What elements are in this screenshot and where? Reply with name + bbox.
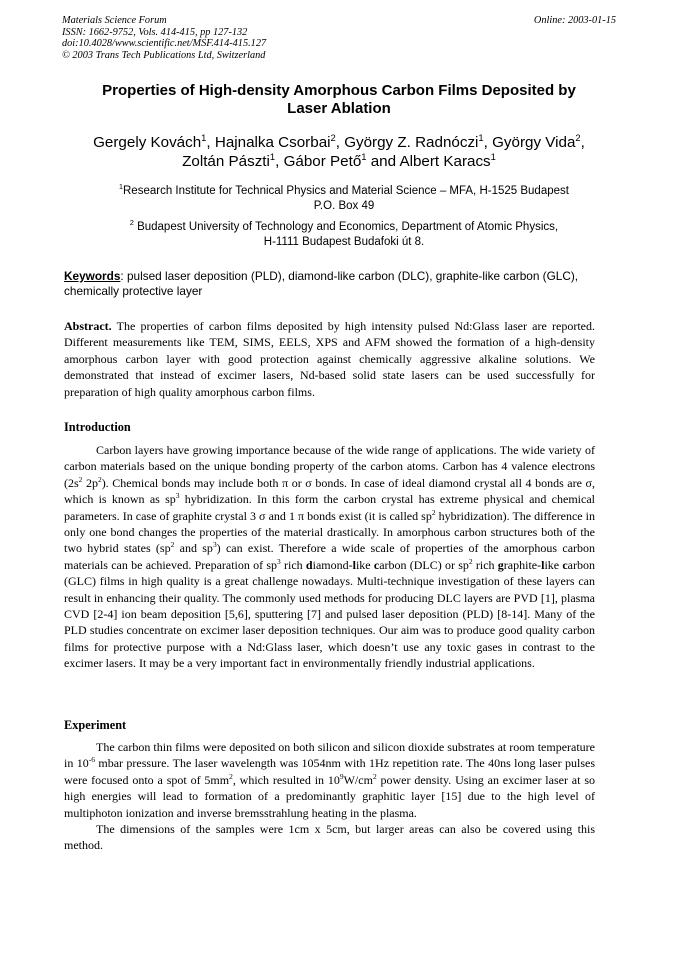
superscript: 9	[339, 771, 344, 781]
affiliation-text: H-1111 Budapest Budafoki út 8.	[263, 236, 425, 248]
text-run: arbon (DLC) or sp	[379, 557, 469, 572]
emphasis-letter: c	[373, 557, 380, 572]
issn-line: ISSN: 1662-9752, Vols. 414-415, pp 127-132	[62, 26, 248, 38]
introduction-body	[64, 442, 595, 672]
superscript: 3	[175, 491, 180, 501]
affiliation-number: 1	[119, 183, 123, 192]
author-name: Albert Karacs	[399, 153, 491, 170]
affiliation-mark: 2	[330, 131, 336, 143]
experiment-paragraph: The dimensions of the samples were 1cm x 5cm, but larger areas can also be covered using this method.	[64, 822, 595, 853]
journal-name: Materials Science Forum	[62, 15, 167, 26]
affiliation-text: P.O. Box 49	[313, 200, 375, 212]
keywords-text: pulsed laser deposition (PLD), diamond-like carbon (DLC), graphite-like carbon (GLC), chemically protective layer	[64, 269, 579, 298]
author-separator: ,	[483, 134, 493, 151]
text-run: ike	[355, 557, 374, 572]
affiliation-2	[84, 220, 604, 250]
text-run: , which resulted in 10	[232, 772, 340, 787]
emphasis-letter: g	[497, 557, 504, 572]
superscript: 2	[97, 474, 102, 484]
superscript: 2	[170, 540, 175, 550]
text-run: ) can exist. Therefore a wide scale of properties of the amorphous carbon materials can be achieved. Preparation of sp	[64, 541, 596, 572]
emphasis-letter: l	[541, 557, 545, 572]
author-separator: ,	[580, 134, 585, 151]
author-separator: ,	[335, 134, 345, 151]
text-run: arbon (GLC) films in high quality is a great challenge nowadays. Multi-technique investigation of these layers can result in enhancing their quality. The commonly used methods for producing DLC layers are PVD [1], plasma CVD [2-4] ion beam deposition [5,6], sputtering [7] and pulsed laser deposition (PLD) [8-14]. Many of the PLD studies concentrate on excimer laser deposition techniques. Our aim was to produce good quality carbon films for protective purpose with a Nd:Glass laser, which doesn’t use any toxic gases in contrast to the excimer lasers. It may be a very important fact in environmentally friendly industrial applications.	[64, 557, 595, 671]
superscript: 2	[431, 507, 436, 517]
author-name: György Z. Radnóczi	[344, 134, 479, 151]
text-run: hybridization). The difference in only one bond changes the properties of the material drastically. In amorphous carbon structures both of the two hybrid states (sp	[64, 508, 595, 556]
text-run: The carbon thin films were deposited on both silicon and silicon dioxide substrates at room temperature in 10	[64, 740, 595, 771]
affiliation-text: Research Institute for Technical Physics and Material Science – MFA, H-1525 Budapest	[123, 185, 569, 197]
author-separator: and	[366, 153, 400, 170]
title-line-2: Laser Ablation	[287, 100, 391, 117]
keywords-colon: :	[120, 269, 124, 283]
experiment-body	[64, 739, 595, 854]
superscript: 2	[78, 474, 83, 484]
text-run: raphite-	[503, 557, 542, 572]
superscript: 2	[229, 771, 233, 781]
text-run: W/cm	[343, 772, 373, 787]
author-name: Gergely Kovách	[93, 134, 202, 151]
superscript: -6	[88, 755, 95, 765]
keywords	[64, 269, 604, 299]
superscript: 2	[468, 556, 473, 566]
text-run: rich	[280, 557, 306, 572]
title-line-1: Properties of High-density Amorphous Carbon Films Deposited by	[102, 82, 576, 99]
abstract-label: Abstract.	[64, 319, 112, 333]
abstract-text: The properties of carbon films deposited by high intensity pulsed Nd:Glass laser are reported. Different measurements like TEM, SIMS, EELS, XPS and AFM showed the formation of a high-density amorphous carbon layer with good protection against chemically aggressive alkaline solutions. We demonstrated that instead of excimer lasers, Nd-based solid state lasers can be used successfully for preparation of high quality amorphous carbon films.	[64, 319, 595, 399]
section-heading-experiment: Experiment	[64, 718, 127, 732]
paper-title	[60, 82, 618, 118]
author-line-1	[50, 133, 628, 152]
author-separator: ,	[275, 153, 284, 170]
text-run: mbar pressure. The laser wavelength was 1054nm with 1Hz repetition rate. The 40ns long laser pulses were focused onto a spot of 5mm	[64, 756, 595, 787]
text-run: 2p	[82, 475, 98, 490]
online-date: Online: 2003-01-15	[533, 15, 616, 26]
author-list	[50, 133, 628, 171]
affiliation-text: Budapest University of Technology and Economics, Department of Atomic Physics,	[137, 221, 559, 233]
keywords-label: Keywords	[64, 269, 121, 283]
superscript: 2	[372, 771, 377, 781]
author-line-2	[50, 152, 628, 171]
emphasis-letter: l	[352, 557, 356, 572]
affiliation-number: 2	[129, 219, 134, 228]
emphasis-letter: c	[562, 557, 568, 572]
affiliation-1	[84, 184, 604, 214]
text-run: hybridization. In this form the carbon crystal has extreme physical and chemical parameters. In case of graphite crystal 3 σ and 1 π bonds exist (it is called sp	[64, 492, 595, 523]
text-run: iamond-	[312, 557, 353, 572]
text-run: Carbon layers have growing importance because of the wide range of applications. The wide variety of carbon materials based on the unique bonding property of the carbon atoms. Carbon has 4 valence electrons (2s	[64, 443, 595, 490]
copyright-line: © 2003 Trans Tech Publications Ltd, Switzerland	[62, 49, 266, 61]
author-name: György Vida	[492, 134, 576, 151]
author-name: Hajnalka Csorbai	[214, 134, 331, 151]
author-name: Gábor Pető	[283, 153, 362, 170]
affiliation-mark: 2	[575, 131, 581, 143]
section-heading-introduction: Introduction	[64, 420, 131, 434]
text-run: power density. Using an excimer laser at so high energies will lead to formation of a predominantly graphitic layer [15] due to the high level of multiphoton ionization and inverse bremsstrahlung heating in the plasma.	[64, 772, 595, 820]
introduction-paragraph	[64, 442, 595, 672]
text-run: rich	[472, 557, 498, 572]
superscript: 3	[212, 540, 217, 550]
text-run: ike	[544, 557, 563, 572]
text-run: and sp	[174, 541, 213, 556]
emphasis-letter: d	[305, 557, 313, 572]
abstract	[64, 318, 595, 400]
text-run: ). Chemical bonds may include both π or σ bonds. In case of ideal diamond crystal all 4 bonds are σ, which is known as sp	[64, 475, 595, 507]
author-name: Zoltán Pászti	[182, 153, 270, 170]
affiliation-mark: 1	[490, 150, 496, 162]
affiliation-mark: 1	[269, 150, 276, 162]
experiment-paragraph	[64, 739, 595, 821]
author-separator: ,	[206, 134, 215, 151]
affiliation-mark: 1	[478, 131, 484, 143]
affiliation-mark: 1	[201, 131, 207, 143]
affiliation-mark: 1	[361, 150, 367, 162]
superscript: 3	[277, 556, 281, 566]
doi-line: doi:10.4028/www.scientific.net/MSF.414-415.127	[62, 38, 267, 50]
journal-header	[62, 15, 266, 61]
